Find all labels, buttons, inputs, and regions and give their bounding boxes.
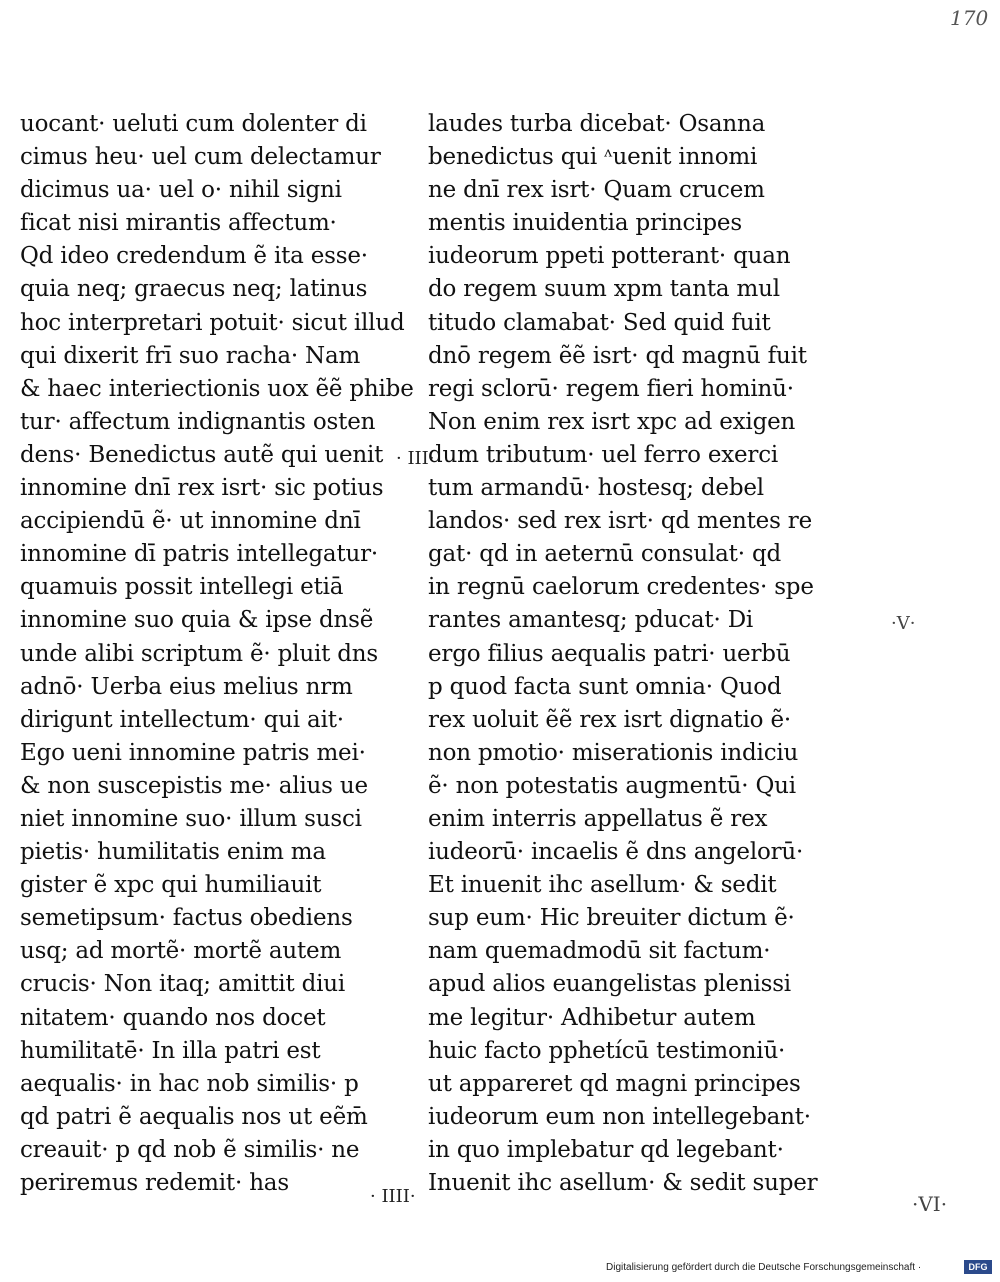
manuscript-line: laudes turba dicebat· Osanna (428, 111, 766, 137)
manuscript-line: hoc interpretari potuit· sicut illud (20, 309, 405, 336)
manuscript-line: aequalis· in hac nob similis· p (20, 1070, 359, 1097)
manuscript-line: qui dixerit frī suo racha· Nam (20, 342, 361, 369)
manuscript-line: creauit· p qd nob ẽ similis· ne (20, 1136, 360, 1163)
right-text-column (428, 108, 828, 1200)
manuscript-line: periremus redemit· has (20, 1170, 289, 1196)
manuscript-line: dicimus ua· uel o· nihil signi (20, 177, 342, 204)
manuscript-line: qd patri ẽ aequalis nos ut eẽm̄ (20, 1103, 368, 1130)
manuscript-line: benedictus qui ᶺuenit innomi (428, 144, 758, 171)
manuscript-line: dirigunt intellectum· qui ait· (20, 706, 344, 733)
manuscript-line: nitatem· quando nos docet (20, 1004, 326, 1031)
manuscript-line: unde alibi scriptum ẽ· pluit dns (20, 640, 378, 667)
manuscript-line: quia neq; graecus neq; latinus (20, 276, 368, 303)
margin-section-number: · III· (396, 448, 435, 469)
manuscript-line: do regem suum xpm tanta mul (428, 276, 780, 303)
manuscript-line: & haec interiectionis uox ẽẽ phibe (20, 375, 414, 402)
manuscript-line: tur· affectum indignantis osten (20, 408, 376, 435)
manuscript-line: rex uoluit ẽẽ rex isrt dignatio ẽ· (428, 706, 791, 733)
manuscript-line: & non suscepistis me· alius ue (20, 772, 368, 799)
manuscript-line: quamuis possit intellegi etiā (20, 574, 344, 601)
manuscript-line: pietis· humilitatis enim ma (20, 839, 326, 866)
manuscript-line: iudeorū· incaelis ẽ dns angelorū· (428, 839, 804, 866)
manuscript-line: accipiendū ẽ· ut innomine dnī (20, 508, 361, 535)
left-text-column (20, 108, 420, 1200)
digitization-credit: Digitalisierung gefördert durch die Deutsche Forschungsgemeinschaft · (606, 1262, 922, 1273)
manuscript-line: in regnū caelorum credentes· spe (428, 574, 814, 601)
manuscript-line: me legitur· Adhibetur autem (428, 1004, 756, 1031)
manuscript-line: sup eum· Hic breuiter dictum ẽ· (428, 905, 795, 932)
manuscript-line: humilitatē· In illa patri est (20, 1037, 321, 1064)
manuscript-line: ne dnī rex isrt· Quam crucem (428, 177, 765, 204)
manuscript-line: Non enim rex isrt xpc ad exigen (428, 408, 796, 435)
manuscript-line: uocant· ueluti cum dolenter di (20, 111, 367, 137)
manuscript-line: ficat nisi mirantis affectum· (20, 210, 337, 237)
manuscript-line: innomine dnī rex isrt· sic potius (20, 475, 384, 502)
manuscript-line: ẽ· non potestatis augmentū· Qui (428, 772, 796, 799)
manuscript-line: semetipsum· factus obediens (20, 905, 353, 932)
manuscript-line: adnō· Uerba eius melius nrm (20, 673, 353, 700)
manuscript-line: gat· qd in aeternū consulat· qd (428, 541, 781, 568)
manuscript-line: ut appareret qd magni principes (428, 1070, 801, 1097)
manuscript-line: dnō regem ẽẽ isrt· qd magnū fuit (428, 342, 807, 369)
manuscript-line: Inuenit ihc asellum· & sedit super (428, 1170, 818, 1196)
manuscript-line: dum tributum· uel ferro exerci (428, 441, 779, 468)
manuscript-line: dens· Benedictus autẽ qui uenit (20, 441, 384, 468)
manuscript-line: iudeorum eum non intellegebant· (428, 1103, 811, 1130)
manuscript-line: landos· sed rex isrt· qd mentes re (428, 508, 812, 535)
margin-section-number: ·V· (891, 613, 916, 634)
margin-section-number: · IIII· (370, 1186, 416, 1207)
manuscript-line: regi sclorū· regem fieri hominū· (428, 375, 794, 402)
manuscript-line: non pmotio· miserationis indiciu (428, 739, 799, 766)
manuscript-line: cimus heu· uel cum delectamur (20, 144, 381, 171)
manuscript-line: mentis inuidentia principes (428, 210, 742, 237)
manuscript-line: p quod facta sunt omnia· Quod (428, 673, 782, 700)
manuscript-line: nam quemadmodū sit factum· (428, 938, 771, 965)
manuscript-line: iudeorum ppeti potterant· quan (428, 243, 791, 270)
manuscript-line: tum armandū· hostesq; debel (428, 475, 764, 502)
folio-number: 170 (950, 6, 989, 30)
manuscript-line: gister ẽ xpc qui humiliauit (20, 872, 322, 899)
manuscript-line: innomine suo quia & ipse dnsẽ (20, 607, 374, 634)
manuscript-line: usq; ad mortẽ· mortẽ autem (20, 938, 342, 965)
manuscript-line: Qd ideo credendum ẽ ita esse· (20, 243, 368, 270)
manuscript-line: titudo clamabat· Sed quid fuit (428, 309, 771, 336)
manuscript-line: huic facto pphetícū testimoniū· (428, 1037, 786, 1064)
dfg-logo: DFG (964, 1260, 992, 1274)
manuscript-line: rantes amantesq; pducat· Di (428, 607, 754, 634)
manuscript-line: crucis· Non itaq; amittit diui (20, 971, 346, 998)
manuscript-line: ergo filius aequalis patri· uerbū (428, 640, 791, 667)
manuscript-line: apud alios euangelistas plenissi (428, 971, 791, 998)
manuscript-line: niet innomine suo· illum susci (20, 805, 362, 832)
manuscript-line: enim interris appellatus ẽ rex (428, 805, 768, 832)
manuscript-line: Ego ueni innomine patris mei· (20, 739, 366, 766)
manuscript-line: innomine dī patris intellegatur· (20, 541, 379, 568)
manuscript-line: in quo implebatur qd legebant· (428, 1136, 784, 1163)
manuscript-line: Et inuenit ihc asellum· & sedit (428, 872, 777, 899)
margin-section-number: ·VI· (912, 1192, 948, 1216)
